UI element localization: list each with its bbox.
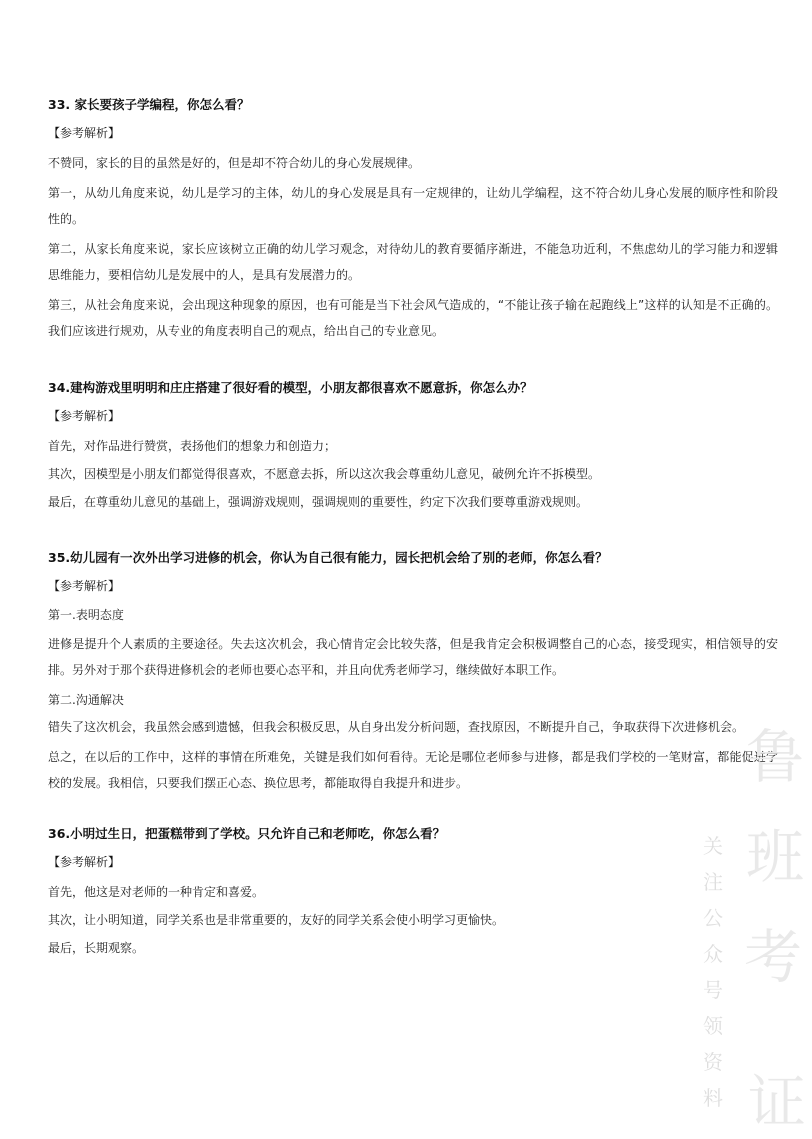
answer-tag: 【参考解析】 [48, 409, 121, 423]
watermark-character: 证 [747, 1068, 806, 1136]
answer-paragraph: 其次，因模型是小朋友们都觉得很喜欢，不愿意去拆，所以这次我会尊重幼儿意见，破例允许不拆模型。 [48, 467, 601, 481]
answer-paragraph: 最后，长期观察。 [48, 941, 145, 955]
answer-paragraph: 不赞同，家长的目的虽然是好的，但是却不符合幼儿的身心发展规律。 [48, 156, 421, 170]
answer-paragraph: 第三，从社会角度来说，会出现这种现象的原因，也有可能是当下社会风气造成的，“不能让孩子输在起跑线上”这样的认知是不正确的。我们应该进行规劝，从专业的角度表明自己的观点，给出自己的专业意见。 [48, 298, 778, 338]
answer-tag: 【参考解析】 [48, 855, 121, 869]
answer-tag: 【参考解析】 [48, 126, 121, 140]
question-title: 34.建构游戏里明明和庄庄搭建了很好看的模型，小朋友都很喜欢不愿意拆，你怎么办？ [48, 380, 533, 395]
subheading: 第二.沟通解决 [48, 693, 124, 707]
answer-paragraph: 其次，让小明知道，同学关系也是非常重要的，友好的同学关系会使小明学习更愉快。 [48, 913, 505, 927]
watermark-vertical-text: 关注公众号领资料 [703, 834, 723, 1110]
answer-paragraph: 总之，在以后的工作中，这样的事情在所难免，关键是我们如何看待。无论是哪位老师参与进修，都是我们学校的一笔财富，都能促进学校的发展。我相信，只要我们摆正心态、换位思考，都能取得自我提升和进步。 [48, 750, 778, 790]
question-35 [48, 548, 778, 796]
answer-paragraph: 第一，从幼儿角度来说，幼儿是学习的主体，幼儿的身心发展是具有一定规律的，让幼儿学编程，这不符合幼儿身心发展的顺序性和阶段性的。 [48, 186, 778, 226]
answer-paragraph: 首先，他这是对老师的一种肯定和喜爱。 [48, 885, 265, 899]
watermark-character: 考 [743, 923, 802, 991]
question-34 [48, 378, 778, 516]
document-content [48, 95, 778, 988]
watermark-character: 鲁 [745, 723, 804, 791]
question-title: 35.幼儿园有一次外出学习进修的机会，你认为自己很有能力，园长把机会给了别的老师，你怎么看？ [48, 550, 608, 565]
question-36 [48, 824, 778, 962]
question-title: 33. 家长要孩子学编程，你怎么看？ [48, 97, 250, 112]
question-title: 36.小明过生日，把蛋糕带到了学校。只允许自己和老师吃，你怎么看？ [48, 826, 446, 841]
answer-paragraph: 最后，在尊重幼儿意见的基础上，强调游戏规则，强调规则的重要性，约定下次我们要尊重游戏规则。 [48, 495, 589, 509]
answer-paragraph: 进修是提升个人素质的主要途径。失去这次机会，我心情肯定会比较失落，但是我肯定会积极调整自己的心态，接受现实，相信领导的安排。另外对于那个获得进修机会的老师也要心态平和，并且向优秀老师学习，继续做好本职工作。 [48, 637, 778, 677]
answer-paragraph: 第二，从家长角度来说，家长应该树立正确的幼儿学习观念，对待幼儿的教育要循序渐进，不能急功近利，不焦虑幼儿的学习能力和逻辑思维能力，要相信幼儿是发展中的人，是具有发展潜力的。 [48, 242, 778, 282]
watermark-character: 班 [745, 823, 804, 891]
question-33 [48, 95, 778, 344]
answer-paragraph: 错失了这次机会，我虽然会感到遗憾，但我会积极反思，从自身出发分析问题，查找原因，不断提升自己，争取获得下次进修机会。 [48, 720, 745, 734]
answer-tag: 【参考解析】 [48, 579, 121, 593]
answer-paragraph: 首先，对作品进行赞赏，表扬他们的想象力和创造力； [48, 439, 337, 453]
subheading: 第一.表明态度 [48, 608, 124, 622]
